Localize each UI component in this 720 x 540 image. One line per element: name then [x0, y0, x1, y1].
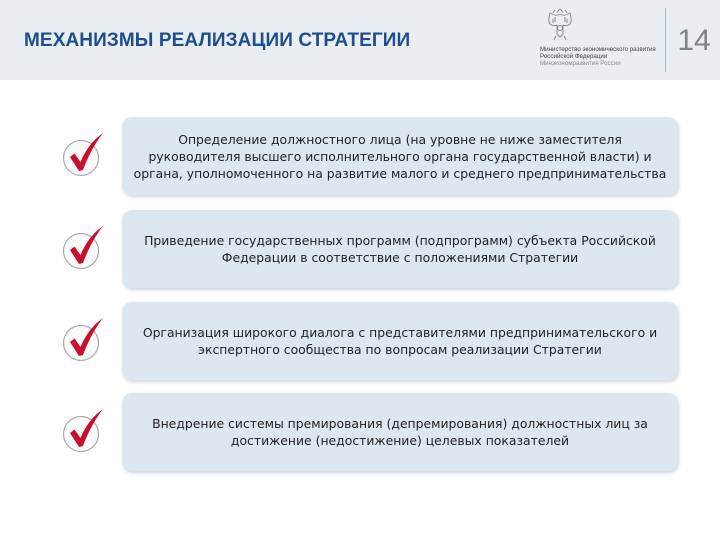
- ministry-name-line1: Министерство экономического развития: [540, 46, 656, 53]
- item-text: Приведение государственных программ (подпрограмм) субъекта Российской Федерации в соответствие с положениями Стратегии: [144, 233, 656, 265]
- double-headed-eagle-emblem-icon: [543, 8, 577, 42]
- item-box: [122, 302, 678, 380]
- red-check-icon: [60, 222, 110, 272]
- item-box: [122, 117, 678, 195]
- red-check-icon: [60, 405, 110, 455]
- item-text: Определение должностного лица (на уровне не ниже заместителя руководителя высшего исполнительного органа государственной власти) и органа, уполномоченного на развитие малого и среднего предпринимательства: [133, 131, 667, 181]
- list-item: [0, 393, 720, 471]
- red-check-icon: [60, 129, 110, 179]
- list-item: [0, 210, 720, 288]
- list-item: [0, 302, 720, 380]
- header-divider: [665, 8, 666, 72]
- item-box: [122, 393, 678, 471]
- ministry-logo: [540, 8, 662, 72]
- item-text: Организация широкого диалога с представителями предпринимательского и экспертного сообщества по вопросам реализации Стратегии: [142, 325, 658, 357]
- page-title: МЕХАНИЗМЫ РЕАЛИЗАЦИИ СТРАТЕГИИ: [24, 30, 411, 51]
- ministry-name-line2: Российской Федерации: [540, 53, 608, 61]
- item-box: [122, 210, 678, 288]
- ministry-short-name: Минэкономразвития России: [540, 60, 621, 68]
- page-number: 14: [677, 24, 711, 57]
- list-item: [0, 117, 720, 195]
- header-bar: [0, 0, 720, 80]
- item-text: Внедрение системы премирования (депремирования) должностных лиц за достижение (недостижение) целевых показателей: [152, 416, 648, 448]
- red-check-icon: [60, 314, 110, 364]
